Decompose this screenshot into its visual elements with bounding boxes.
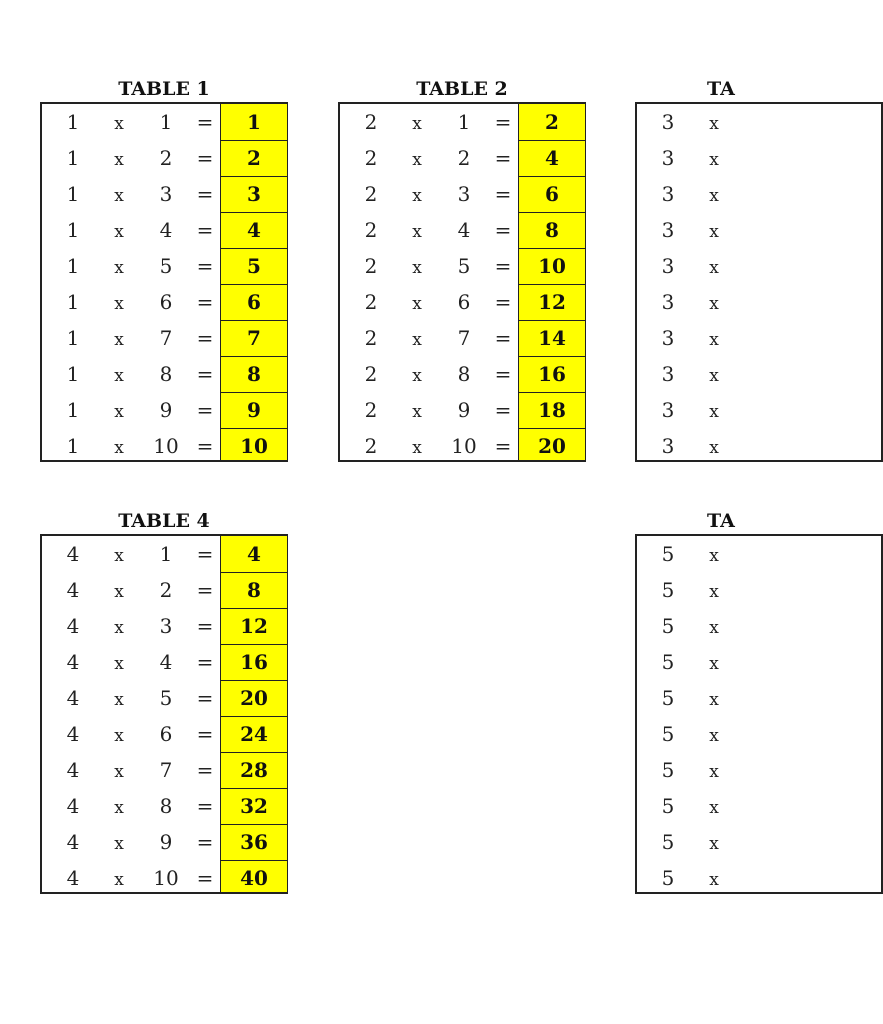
answer-cell-divider [220,608,287,609]
multiplier: 2 [159,146,173,170]
times-sign: x [114,114,124,134]
equals-sign: = [196,290,214,314]
multiplicand: 1 [66,398,80,422]
table-row [42,716,286,752]
product: 5 [247,254,261,278]
answer-cell-divider [518,392,585,393]
equals-sign: = [494,434,512,458]
times-sign: x [114,618,124,638]
times-sign: x [709,222,719,242]
multiplicand: 3 [661,362,675,386]
table-row [42,104,286,140]
table-row [42,572,286,608]
multiplicand: 2 [364,290,378,314]
product: 14 [538,326,566,350]
multiplier: 8 [159,362,173,386]
multiplicand: 1 [66,182,80,206]
equals-sign: = [494,254,512,278]
multiplier: 9 [457,398,471,422]
times-sign: x [412,186,422,206]
multiplier: 4 [159,218,173,242]
times-sign: x [709,690,719,710]
equals-sign: = [196,362,214,386]
multiplier: 2 [457,146,471,170]
multiplier: 4 [457,218,471,242]
multiplicand: 5 [661,722,675,746]
product: 8 [247,362,261,386]
multiplicand: 4 [66,650,80,674]
table-row [637,284,881,320]
multiplicand: 5 [661,614,675,638]
product: 20 [538,434,566,458]
multiplier: 10 [451,434,477,458]
multiplicand: 3 [661,182,675,206]
table-row [340,356,584,392]
multiplicand: 3 [661,254,675,278]
times-sign: x [114,762,124,782]
product: 2 [545,110,559,134]
multiplicand: 5 [661,686,675,710]
times-sign: x [709,402,719,422]
answer-cell-divider [220,356,287,357]
table-row [42,140,286,176]
table-row [42,248,286,284]
multiplicand: 1 [66,110,80,134]
table-title: TABLE 1 [118,78,210,100]
multiplicand: 2 [364,362,378,386]
multiplicand: 2 [364,218,378,242]
equals-sign: = [494,326,512,350]
equals-sign: = [196,398,214,422]
product: 16 [538,362,566,386]
table-row [637,248,881,284]
table-row [340,320,584,356]
table-row [42,176,286,212]
table-row [637,176,881,212]
times-sign: x [709,546,719,566]
table-row [637,320,881,356]
table-row [42,212,286,248]
times-sign: x [114,654,124,674]
table-row [42,284,286,320]
times-sign: x [114,870,124,890]
answer-cell-divider [518,212,585,213]
table-row [340,392,584,428]
times-sign: x [114,330,124,350]
multiplicand: 1 [66,254,80,278]
product: 32 [240,794,268,818]
equals-sign: = [196,146,214,170]
product: 8 [247,578,261,602]
table-row [340,104,584,140]
multiplier: 9 [159,398,173,422]
answer-cell-divider [518,140,585,141]
product: 3 [247,182,261,206]
answer-cell-divider [220,716,287,717]
table-title: TABLE 4 [118,510,210,532]
equals-sign: = [494,146,512,170]
multiplier: 6 [159,290,173,314]
table-row [637,536,881,572]
times-sign: x [709,150,719,170]
times-sign: x [412,330,422,350]
times-sign: x [412,438,422,458]
table-row [42,356,286,392]
table-row [637,572,881,608]
product: 20 [240,686,268,710]
times-sign: x [412,366,422,386]
multiplicand: 5 [661,866,675,890]
product: 4 [247,218,261,242]
answer-cell-divider [220,140,287,141]
equals-sign: = [196,578,214,602]
times-sign: x [114,798,124,818]
table-row [637,140,881,176]
product: 12 [538,290,566,314]
multiplier: 3 [159,182,173,206]
table-row [637,788,881,824]
multiplicand: 3 [661,218,675,242]
table-row [340,212,584,248]
product: 4 [247,542,261,566]
table-row [340,140,584,176]
product: 28 [240,758,268,782]
table-row [340,428,584,464]
multiplicand: 5 [661,578,675,602]
multiplicand: 4 [66,830,80,854]
times-sign: x [114,150,124,170]
equals-sign: = [196,722,214,746]
table-row [42,680,286,716]
product: 6 [247,290,261,314]
equals-sign: = [196,254,214,278]
answer-cell-divider [220,212,287,213]
multiplier: 10 [153,866,179,890]
product: 24 [240,722,268,746]
table-grid [635,102,883,462]
equals-sign: = [196,614,214,638]
equals-sign: = [494,398,512,422]
multiplicand: 5 [661,542,675,566]
multiplicand: 4 [66,794,80,818]
answer-cell-divider [220,824,287,825]
answer-cell-divider [220,860,287,861]
table-title: TA [707,78,735,100]
table-row [637,680,881,716]
multiplier: 3 [159,614,173,638]
times-sign: x [412,294,422,314]
times-sign: x [412,258,422,278]
multiplicand: 5 [661,650,675,674]
multiplier: 10 [153,434,179,458]
times-sign: x [114,186,124,206]
multiplicand: 1 [66,146,80,170]
product: 10 [240,434,268,458]
answer-cell-divider [220,284,287,285]
answer-cell-divider [220,428,287,429]
table-row [340,176,584,212]
product: 18 [538,398,566,422]
times-sign: x [709,294,719,314]
table-row [42,824,286,860]
table-row [637,608,881,644]
table-row [42,752,286,788]
answer-cell-divider [518,320,585,321]
answer-cell-divider [518,356,585,357]
table-row [637,824,881,860]
multiplier: 9 [159,830,173,854]
table-row [637,212,881,248]
times-sign: x [114,294,124,314]
multiplicand: 4 [66,686,80,710]
multiplicand: 4 [66,758,80,782]
multiplicand: 2 [364,146,378,170]
multiplicand: 2 [364,182,378,206]
times-sign: x [114,438,124,458]
equals-sign: = [196,830,214,854]
equals-sign: = [196,218,214,242]
times-sign: x [412,114,422,134]
multiplicand: 2 [364,254,378,278]
times-sign: x [709,582,719,602]
multiplicand: 1 [66,290,80,314]
product: 2 [247,146,261,170]
table-row [42,608,286,644]
answer-cell-divider [220,176,287,177]
product: 10 [538,254,566,278]
multiplicand: 2 [364,434,378,458]
answer-cell-divider [220,572,287,573]
equals-sign: = [494,110,512,134]
table-row [637,428,881,464]
answer-cell-divider [220,752,287,753]
equals-sign: = [196,866,214,890]
times-sign: x [114,402,124,422]
multiplicand: 2 [364,110,378,134]
times-sign: x [114,582,124,602]
table-row [42,788,286,824]
table-row [637,392,881,428]
times-sign: x [114,690,124,710]
multiplicand: 1 [66,218,80,242]
product: 1 [247,110,261,134]
multiplier: 8 [159,794,173,818]
product: 8 [545,218,559,242]
times-sign: x [709,438,719,458]
multiplier: 2 [159,578,173,602]
table-row [340,284,584,320]
multiplicand: 4 [66,578,80,602]
table-row [637,752,881,788]
times-sign: x [709,114,719,134]
multiplier: 1 [159,542,173,566]
table-row [637,104,881,140]
equals-sign: = [196,434,214,458]
times-sign: x [114,726,124,746]
table-row [42,392,286,428]
answer-cell-divider [220,320,287,321]
answer-cell-divider [220,788,287,789]
table-row [42,536,286,572]
answer-cell-divider [518,248,585,249]
equals-sign: = [494,290,512,314]
equals-sign: = [196,794,214,818]
table-row [42,428,286,464]
multiplicand: 2 [364,398,378,422]
multiplicand: 1 [66,434,80,458]
table-row [340,248,584,284]
equals-sign: = [196,758,214,782]
product: 12 [240,614,268,638]
times-sign: x [412,150,422,170]
multiplier: 6 [457,290,471,314]
table-row [637,860,881,896]
product: 40 [240,866,268,890]
multiplicand: 5 [661,758,675,782]
equals-sign: = [196,326,214,350]
times-sign: x [114,258,124,278]
times-sign: x [709,762,719,782]
multiplicand: 3 [661,326,675,350]
product: 7 [247,326,261,350]
multiplier: 7 [159,326,173,350]
times-sign: x [412,222,422,242]
multiplicand: 3 [661,434,675,458]
multiplier: 6 [159,722,173,746]
multiplicand: 5 [661,830,675,854]
equals-sign: = [494,362,512,386]
times-sign: x [709,834,719,854]
multiplier: 7 [457,326,471,350]
equals-sign: = [494,182,512,206]
times-sign: x [709,330,719,350]
times-sign: x [114,546,124,566]
times-sign: x [709,366,719,386]
equals-sign: = [196,686,214,710]
multiplier: 3 [457,182,471,206]
multiplicand: 3 [661,398,675,422]
times-sign: x [709,870,719,890]
answer-cell-divider [518,428,585,429]
answer-cell-divider [518,284,585,285]
product: 6 [545,182,559,206]
product: 36 [240,830,268,854]
times-sign: x [709,654,719,674]
multiplier: 5 [457,254,471,278]
multiplicand: 4 [66,722,80,746]
equals-sign: = [196,542,214,566]
table-row [42,644,286,680]
times-sign: x [114,222,124,242]
multiplier: 8 [457,362,471,386]
multiplier: 7 [159,758,173,782]
table-grid [40,534,288,894]
times-sign: x [709,186,719,206]
product: 4 [545,146,559,170]
multiplicand: 3 [661,146,675,170]
multiplier: 1 [159,110,173,134]
table-title: TABLE 2 [416,78,508,100]
multiplicand: 4 [66,542,80,566]
equals-sign: = [196,650,214,674]
answer-cell-divider [220,644,287,645]
table-row [42,320,286,356]
table-row [637,644,881,680]
table-row [637,716,881,752]
table-grid [635,534,883,894]
answer-cell-divider [518,176,585,177]
multiplier: 4 [159,650,173,674]
product: 9 [247,398,261,422]
table-grid [40,102,288,462]
table-row [42,860,286,896]
product: 16 [240,650,268,674]
table-grid [338,102,586,462]
times-sign: x [412,402,422,422]
times-sign: x [709,618,719,638]
multiplicand: 4 [66,866,80,890]
multiplier: 1 [457,110,471,134]
answer-cell-divider [220,248,287,249]
table-title: TA [707,510,735,532]
multiplicand: 3 [661,290,675,314]
multiplicand: 5 [661,794,675,818]
multiplicand: 3 [661,110,675,134]
multiplier: 5 [159,254,173,278]
multiplier: 5 [159,686,173,710]
equals-sign: = [494,218,512,242]
times-sign: x [709,258,719,278]
answer-cell-divider [220,680,287,681]
answer-cell-divider [220,392,287,393]
equals-sign: = [196,182,214,206]
equals-sign: = [196,110,214,134]
times-sign: x [114,834,124,854]
times-sign: x [709,798,719,818]
times-sign: x [114,366,124,386]
multiplicand: 1 [66,362,80,386]
table-row [637,356,881,392]
multiplicand: 1 [66,326,80,350]
times-sign: x [709,726,719,746]
multiplicand: 4 [66,614,80,638]
multiplicand: 2 [364,326,378,350]
